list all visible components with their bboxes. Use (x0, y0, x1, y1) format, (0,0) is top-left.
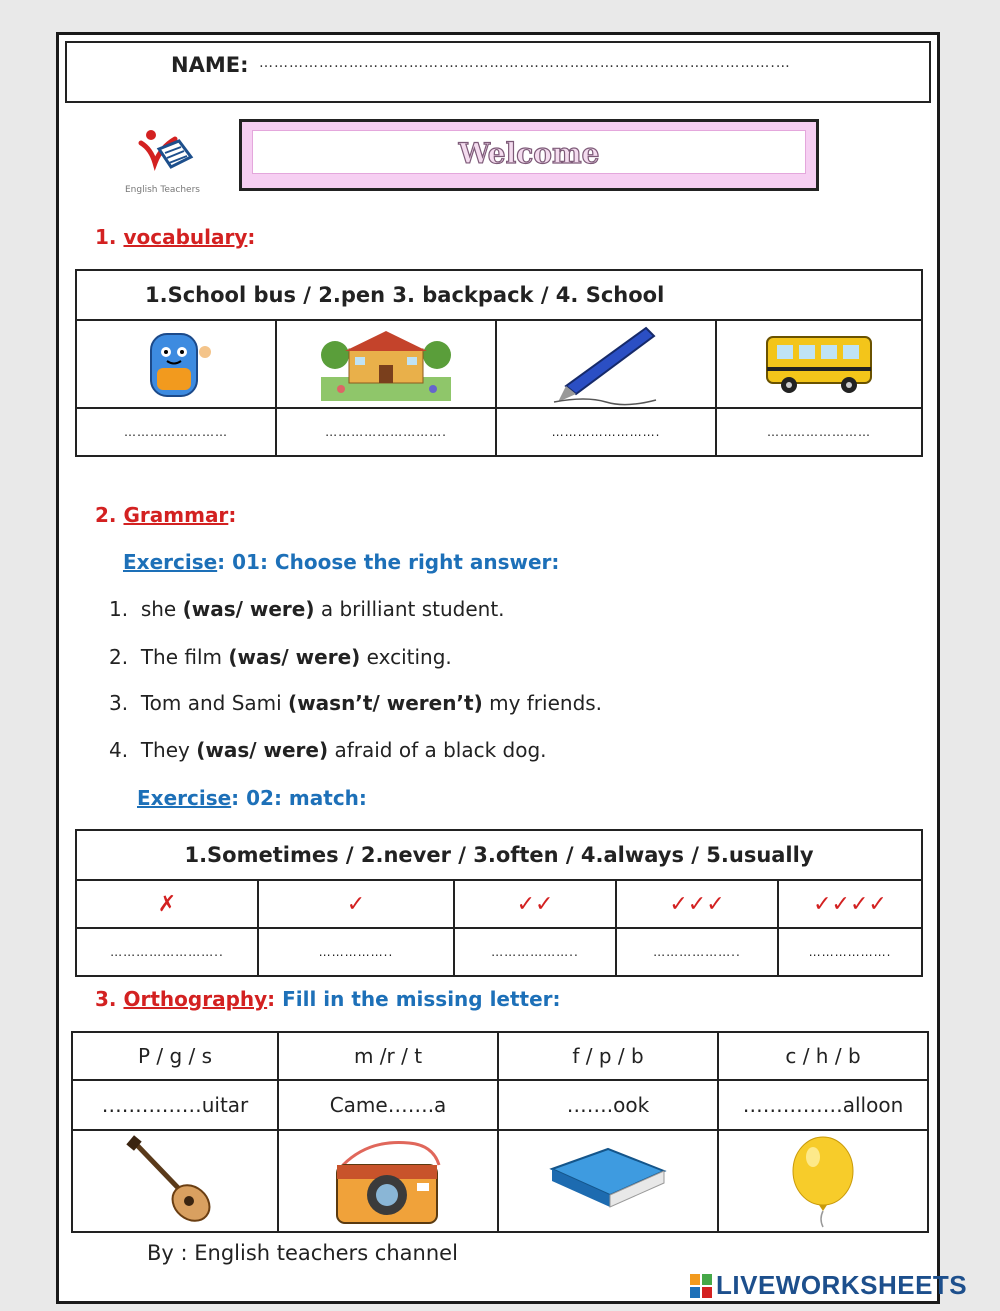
name-label: NAME: (171, 53, 249, 77)
picture-cell (716, 320, 922, 408)
school-bus-icon (763, 331, 875, 397)
missing-letter-word[interactable]: ……………uitar (72, 1080, 278, 1130)
missing-letter-word[interactable]: Came…….a (278, 1080, 498, 1130)
answer-blank[interactable]: …………………… (76, 408, 276, 456)
section-orthography-heading: 3. Orthography: Fill in the missing letter: (95, 987, 561, 1011)
picture-cell (278, 1130, 498, 1232)
orthography-table (71, 1031, 929, 1233)
section-grammar-heading: 2. Grammar: (95, 503, 237, 527)
missing-letter-word[interactable]: ……………alloon (718, 1080, 928, 1130)
picture-cell (276, 320, 496, 408)
exercise-2-heading: Exercise: 02: match: (137, 786, 367, 810)
worksheet-page (56, 32, 940, 1304)
picture-cell (718, 1130, 928, 1232)
frequency-mark: ✓✓✓✓ (778, 880, 922, 928)
letter-options: P / g / s (72, 1032, 278, 1080)
backpack-icon (131, 324, 221, 404)
adverbs-table (75, 829, 923, 977)
guitar-icon (125, 1135, 225, 1227)
picture-cell (76, 320, 276, 408)
section-vocabulary-heading: 1. vocabulary: (95, 225, 256, 249)
balloon-icon (783, 1133, 863, 1229)
pen-icon (546, 322, 666, 406)
school-icon (321, 327, 451, 401)
answer-blank[interactable]: …………………….. (76, 928, 258, 976)
frequency-mark: ✓✓ (454, 880, 616, 928)
question-4: 4. They (was/ were) afraid of a black dog. (109, 738, 547, 762)
answer-blank[interactable]: ……………………. (496, 408, 716, 456)
frequency-mark: ✓ (258, 880, 454, 928)
picture-cell (72, 1130, 278, 1232)
letter-options: c / h / b (718, 1032, 928, 1080)
liveworksheets-logo-icon (690, 1274, 712, 1298)
picture-cell (496, 320, 716, 408)
picture-cell (498, 1130, 718, 1232)
missing-letter-word[interactable]: …….ook (498, 1080, 718, 1130)
liveworksheets-brand[interactable]: LIVEWORKSHEETS (716, 1270, 968, 1300)
footer-credit: By : English teachers channel (147, 1241, 458, 1265)
welcome-title: Welcome (458, 137, 600, 170)
question-3: 3. Tom and Sami (wasn’t/ weren’t) my friends. (109, 691, 603, 715)
teacher-logo-icon (135, 127, 205, 187)
orthography-instruction: Fill in the missing letter: (275, 987, 561, 1011)
adverbs-word-bank: 1.Sometimes / 2.never / 3.often / 4.always / 5.usually (76, 830, 922, 880)
book-icon (548, 1141, 668, 1221)
answer-blank[interactable]: ……………….. (616, 928, 778, 976)
exercise-1-heading: Exercise: 01: Choose the right answer: (123, 550, 560, 574)
letter-options: m /r / t (278, 1032, 498, 1080)
question-2: 2. The film (was/ were) exciting. (109, 645, 452, 669)
camera-icon (329, 1135, 447, 1227)
vocabulary-table (75, 269, 923, 457)
logo-text: English Teachers (125, 185, 200, 195)
frequency-mark: ✓✓✓ (616, 880, 778, 928)
question-1: 1. she (was/ were) a brilliant student. (109, 597, 505, 621)
welcome-banner (239, 119, 819, 191)
answer-blank[interactable]: ………………. (778, 928, 922, 976)
vocabulary-word-bank: 1.School bus / 2.pen 3. backpack / 4. School (76, 270, 922, 320)
letter-options: f / p / b (498, 1032, 718, 1080)
answer-blank[interactable]: …………………… (716, 408, 922, 456)
answer-blank[interactable]: ………………………. (276, 408, 496, 456)
frequency-mark: ✗ (76, 880, 258, 928)
answer-blank[interactable]: ……………….. (454, 928, 616, 976)
name-field[interactable]: ……………………………….…………….………………………………….……….… (259, 55, 791, 71)
answer-blank[interactable]: …………….. (258, 928, 454, 976)
